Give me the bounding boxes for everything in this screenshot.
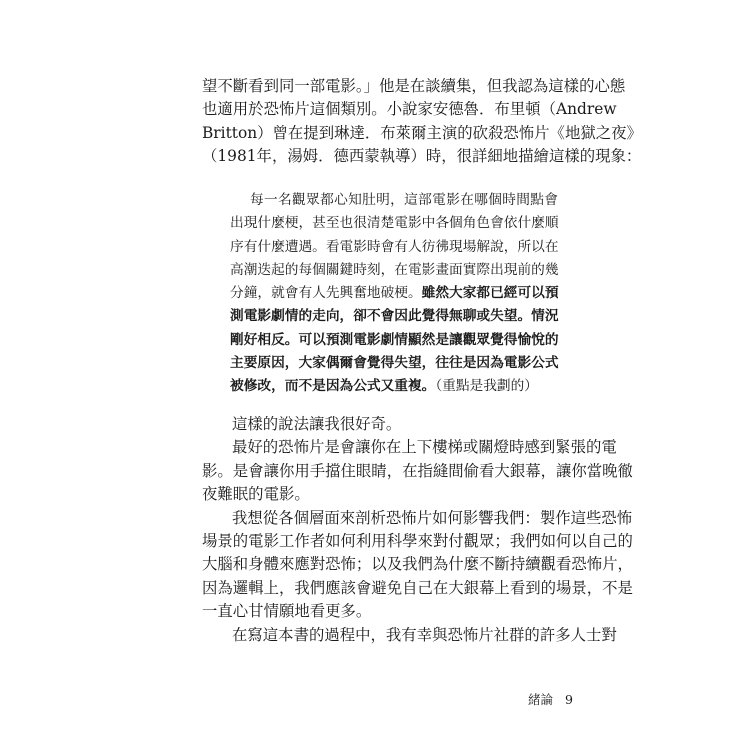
text-line: Britton）曾在提到琳達．布萊爾主演的砍殺恐怖片《地獄之夜》 [202,123,642,142]
text-line: 大腦和身體來應對恐怖；以及我們為什麼不斷持續觀看恐怖片， [202,555,633,574]
quote-emphasis: 雖然大家都已經可以預 [421,285,559,302]
section-title: 緒論 [528,692,554,707]
text-line: 這樣的說法讓我很好奇。 [232,415,402,433]
text-line: 在寫這本書的過程中，我有幸與恐怖片社群的許多人士對 [232,625,617,644]
quote-emphasis: 主要原因，大家偶爾會覺得失望，往往是因為電影公式 [230,355,559,372]
quote-emphasis: 被修改，而不是因為公式又重複。 [230,378,436,395]
text-line: 因為邏輯上，我們應該會避免自己在大銀幕上看到的場景，不是 [202,578,633,597]
text-line: 影。是會讓你用手擋住眼睛，在指縫間偷看大銀幕，讓你當晚徹 [202,461,633,480]
quote-line [230,375,558,398]
quote-emphasis: 測電影劇情的走向，卻不會因此覺得無聊或失望。情況 [230,308,559,325]
page-footer [528,690,573,708]
quote-note: （重點是我劃的） [435,378,538,395]
text-line: 夜難眠的電影。 [202,485,310,504]
page-number: 9 [565,692,573,707]
quote-line: 高潮迭起的每個關鍵時刻，在電影畫面實際出現前的幾 [230,261,559,278]
text-line: 場景的電影工作者如何利用科學來對付觀眾；我們如何以自己的 [202,531,633,550]
quote-line [230,352,558,375]
text-line: 我想從各個層面來剖析恐怖片如何影響我們：製作這些恐怖 [232,508,633,527]
body-paragraphs [202,413,633,647]
quote-plain-text: 分鐘，就會有人先興奮地破梗。 [230,285,422,302]
quote-line: 每一名觀眾都心知肚明，這部電影在哪個時間點會 [250,192,558,208]
text-line: 一直心甘情願地看更多。 [202,602,372,621]
intro-paragraph [202,75,642,169]
quote-line: 序有什麼遭遇。看電影時會有人彷彿現場解說，所以在 [230,238,559,255]
text-line: 最好的恐怖片是會讓你在上下樓梯或關燈時感到緊張的電 [232,438,617,457]
text-line: 望不斷看到同一部電影。」他是在談續集，但我認為這樣的心態 [202,77,626,95]
quote-line: 出現什麼梗，甚至也很清楚電影中各個角色會依什麼順 [230,215,559,232]
text-line: 也適用於恐怖片這個類別。小說家安德魯．布里頓（Andrew [202,100,617,119]
quote-line [230,305,558,328]
quote-emphasis: 剛好相反。可以預測電影劇情顯然是讓觀眾覺得愉悅的 [230,331,559,348]
quote-line [230,282,558,305]
block-quote [230,189,558,399]
quote-line [230,329,558,352]
text-line: （1981年，湯姆．德西蒙執導）時，很詳細地描繪這樣的現象： [202,147,642,166]
